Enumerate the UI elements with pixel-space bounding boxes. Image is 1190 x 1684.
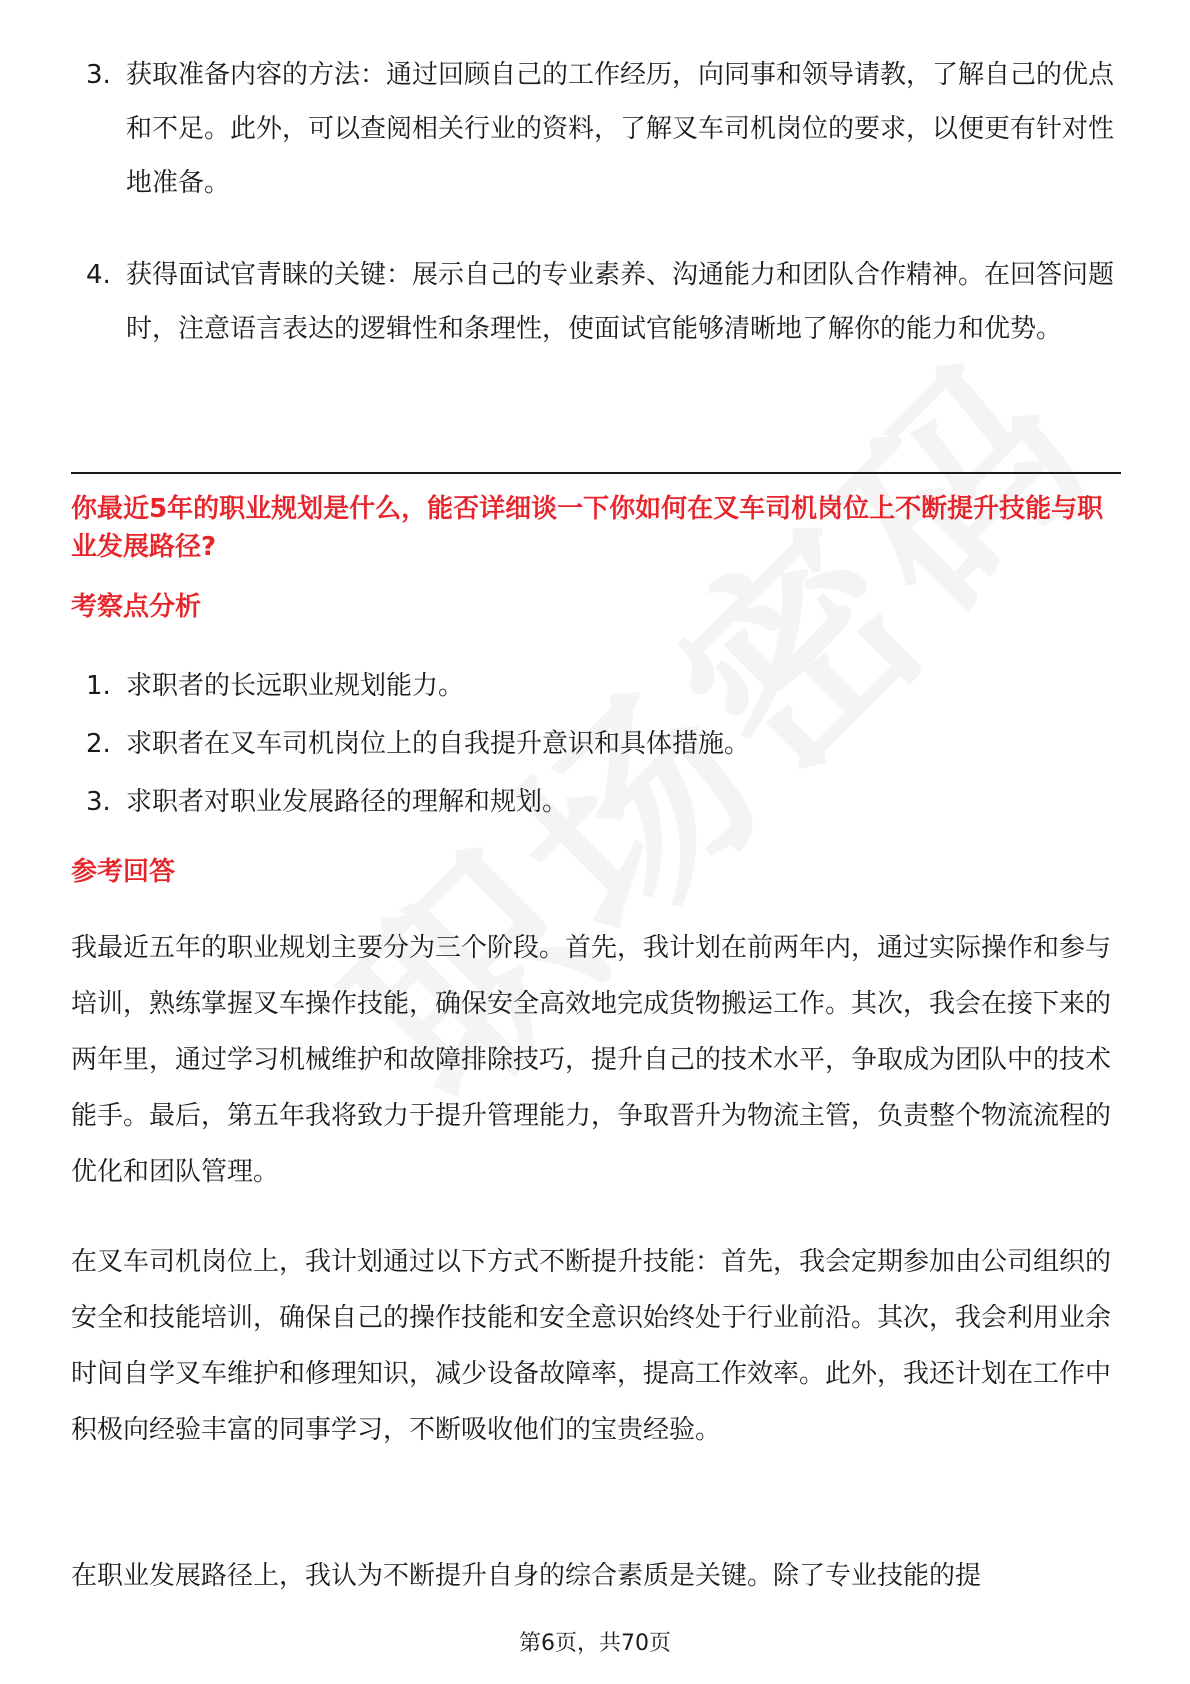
list-item: [86, 248, 1116, 356]
list-item: [86, 773, 1116, 831]
page-number: 第6页，共70页: [519, 1631, 671, 1656]
list-number: 3.: [86, 787, 111, 817]
list-number: 3.: [86, 60, 111, 90]
section-divider: [71, 472, 1121, 474]
list-item-text: 获得面试官青睐的关键：展示自己的专业素养、沟通能力和团队合作精神。在回答问题时，注意语言表达的逻辑性和条理性，使面试官能够清晰地了解你的能力和优势。: [126, 260, 1115, 344]
analysis-heading: 考察点分析: [71, 592, 202, 622]
answer-paragraph: 在叉车司机岗位上，我计划通过以下方式不断提升技能：首先，我会定期参加由公司组织的安全和技能培训，确保自己的操作技能和安全意识始终处于行业前沿。其次，我会利用业余时间自学叉车维护和修理知识，减少设备故障率，提高工作效率。此外，我还计划在工作中积极向经验丰富的同事学习，不断吸收他们的宝贵经验。: [71, 1247, 1112, 1445]
preparation-list: [86, 48, 1116, 356]
list-number: 2.: [86, 729, 111, 759]
list-number: 4.: [86, 260, 111, 290]
list-item-text: 获取准备内容的方法：通过回顾自己的工作经历，向同事和领导请教，了解自己的优点和不足。此外，可以查阅相关行业的资料，了解叉车司机岗位的要求，以便更有针对性地准备。: [126, 60, 1115, 198]
list-item: [86, 657, 1116, 715]
interview-question: 你最近5年的职业规划是什么，能否详细谈一下你如何在叉车司机岗位上不断提升技能与职业发展路径?: [71, 494, 1104, 562]
answer-paragraph: 我最近五年的职业规划主要分为三个阶段。首先，我计划在前两年内，通过实际操作和参与培训，熟练掌握叉车操作技能，确保安全高效地完成货物搬运工作。其次，我会在接下来的两年里，通过学习机械维护和故障排除技巧，提升自己的技术水平，争取成为团队中的技术能手。最后，第五年我将致力于提升管理能力，争取晋升为物流主管，负责整个物流流程的优化和团队管理。: [71, 933, 1112, 1187]
answer-paragraph: 在职业发展路径上，我认为不断提升自身的综合素质是关键。除了专业技能的提: [71, 1561, 982, 1591]
list-number: 1.: [86, 671, 111, 701]
reference-answer-heading: 参考回答: [71, 857, 176, 887]
analysis-list: [86, 657, 1116, 831]
list-item-text: 求职者对职业发展路径的理解和规划。: [126, 787, 569, 817]
list-item-text: 求职者的长远职业规划能力。: [126, 671, 465, 701]
list-item: [86, 48, 1116, 210]
list-item: [86, 715, 1116, 773]
list-item-text: 求职者在叉车司机岗位上的自我提升意识和具体措施。: [126, 729, 751, 759]
